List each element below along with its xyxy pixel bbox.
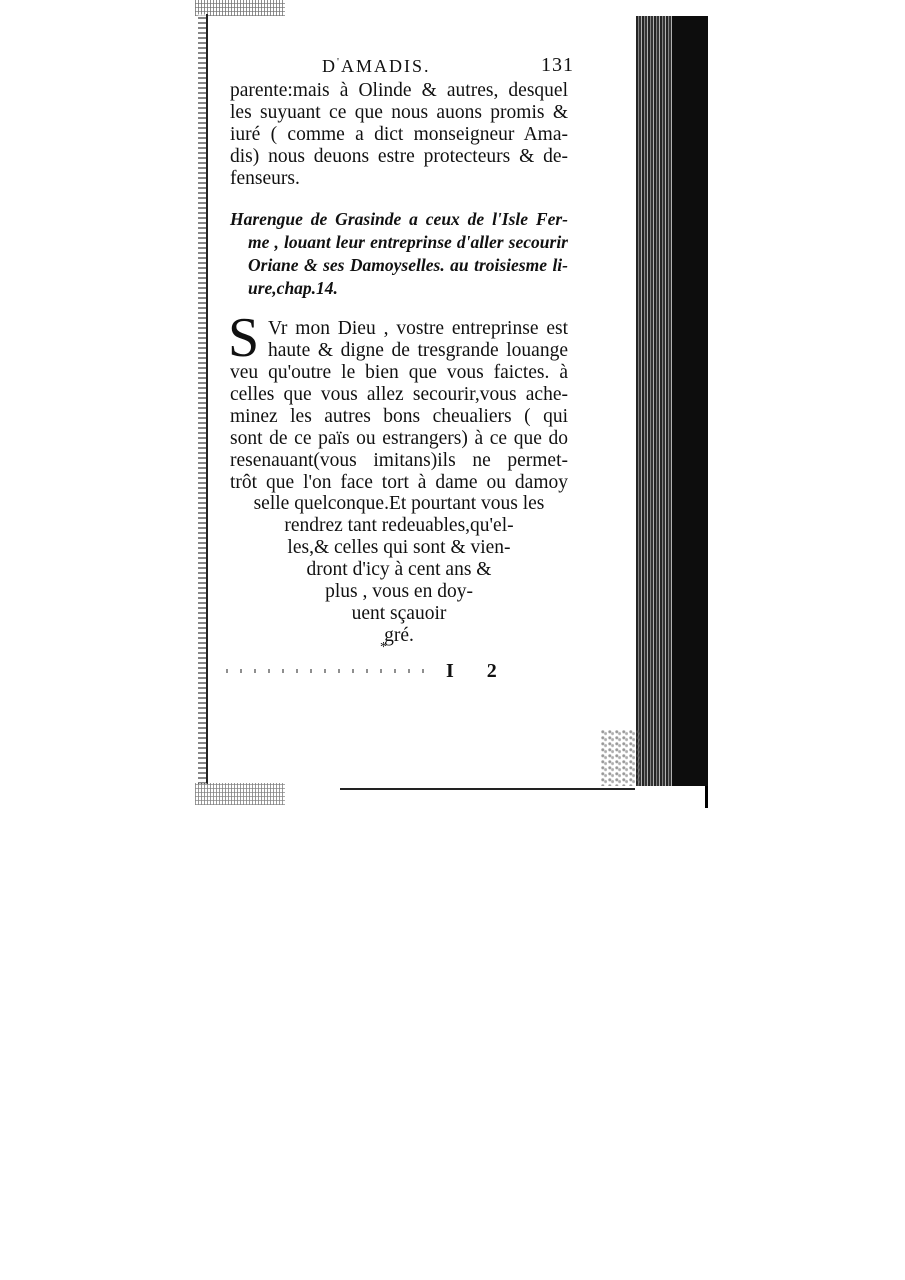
paragraph-continuation <box>230 80 568 190</box>
book-edge-line <box>705 786 708 808</box>
text-line: parente:mais à Olinde & autres, desquel <box>230 80 568 101</box>
page-bottom-rule <box>340 788 635 790</box>
text-line: dis) nous deuons estre protecteurs & de- <box>230 146 568 167</box>
text-line: trôt que l'on face tort à dame ou damoy <box>230 472 568 493</box>
text-line: minez les autres bons cheualiers ( qui <box>230 406 568 427</box>
text-line: gré. <box>384 625 414 646</box>
text-line: selle quelconque.Et pourtant vous les <box>253 493 545 514</box>
text-line: sont de ce païs ou estrangers) à ce que do <box>230 428 568 449</box>
tapering-text-tail <box>230 493 568 647</box>
text-line: plus , vous en doy- <box>325 581 473 602</box>
page-left-rule <box>206 14 208 784</box>
book-fore-edge-shadow <box>672 16 708 786</box>
text-line: iuré ( comme a dict monseigneur Ama- <box>230 124 568 145</box>
text-line: les,& celles qui sont & vien- <box>287 537 511 558</box>
drop-cap: S <box>228 307 260 369</box>
signature-mark: I 2 <box>446 660 511 682</box>
running-title-prefix: D <box>322 56 337 76</box>
heading-line: Oriane & ses Damoyselles. au troisiesme li- <box>248 255 568 275</box>
heading-line: ure,chap.14. <box>248 278 338 298</box>
heading-line: me , louant leur entreprinse d'aller secourir <box>248 232 568 252</box>
gutter-shade <box>600 730 640 786</box>
text-line: les suyuant ce que nous auons promis & <box>230 102 568 123</box>
text-line: Vr mon Dieu , vostre entreprinse est <box>268 318 568 339</box>
text-line: celles que vous allez secourir,vous ache- <box>230 384 568 405</box>
scan-noise-bottom <box>195 783 285 805</box>
running-title-rest: AMADIS. <box>340 56 431 76</box>
scan-noise-top <box>195 0 285 16</box>
paragraph-harangue <box>230 318 568 494</box>
text-line: rendrez tant redeuables,qu'el- <box>284 515 514 536</box>
text-line: uent sçauoir <box>351 603 447 624</box>
ornament-asterisk: * <box>380 640 387 655</box>
running-title-apostrophe: ' <box>337 56 341 68</box>
page-number: 131 <box>541 54 574 76</box>
text-line: dront d'icy à cent ans & <box>306 559 492 580</box>
heading-line: Harengue de Grasinde a ceux de l'Isle Fer- <box>230 209 568 229</box>
page-left-edge <box>198 14 206 784</box>
text-line: veu qu'outre le bien que vous faictes. à <box>230 362 568 383</box>
text-line: fenseurs. <box>230 168 300 189</box>
scan-dotted-trail <box>226 669 436 673</box>
running-title <box>322 56 431 77</box>
text-line: resenauant(vous imitans)ils ne permet- <box>230 450 568 471</box>
section-heading <box>230 208 568 300</box>
text-line: haute & digne de tresgrande louange <box>268 340 568 361</box>
